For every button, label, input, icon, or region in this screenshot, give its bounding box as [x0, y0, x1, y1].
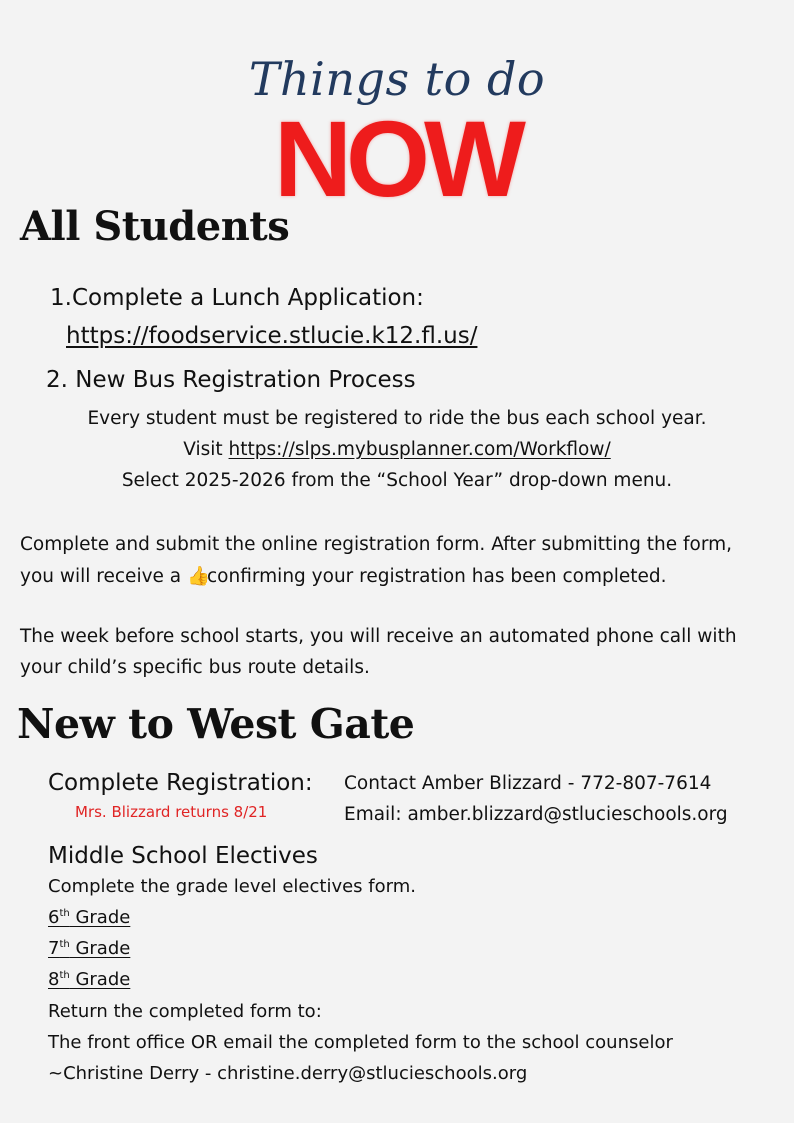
registration-para-line-1: Complete and submit the online registration form. After submitting the form,	[20, 534, 733, 555]
electives-heading: Middle School Electives	[48, 843, 318, 869]
contact-line: Contact Amber Blizzard - 772-807-7614	[344, 773, 712, 794]
para-text: you will receive a	[20, 566, 188, 587]
lunch-item	[50, 285, 424, 311]
email-line: Email: amber.blizzard@stlucieschools.org	[344, 804, 728, 825]
lunch-item-number: 1.	[50, 285, 72, 311]
electives-text: Complete the grade level electives form.	[48, 876, 416, 897]
grade-num: 6	[48, 907, 60, 928]
grade-7-link[interactable]	[48, 938, 130, 959]
bus-line-3: Select 2025-2026 from the “School Year” drop-down menu.	[121, 470, 673, 491]
title-now: NOW	[274, 98, 520, 219]
title-line-1: Things to do	[248, 52, 546, 106]
new-to-west-gate-heading: New to West Gate	[17, 700, 415, 748]
route-para-line-2: your child’s specific bus route details.	[20, 657, 370, 678]
blizzard-return-note: Mrs. Blizzard returns 8/21	[75, 803, 268, 821]
grade-8-link[interactable]	[48, 969, 130, 990]
bus-planner-link[interactable]: https://slps.mybusplanner.com/Workflow/	[228, 439, 611, 460]
grade-sup: th	[59, 970, 70, 981]
bus-line-2	[0, 439, 794, 460]
grade-6-link[interactable]	[48, 907, 130, 928]
bus-item-number: 2.	[46, 367, 68, 393]
bus-visit-text: Visit	[183, 439, 229, 460]
thumbs-up-icon: 👍	[187, 566, 211, 587]
grade-label: Grade	[69, 969, 131, 990]
return-line-2: The front office OR email the completed form to the school counselor	[48, 1032, 673, 1053]
registration-para-line-2	[20, 565, 667, 587]
route-para-line-1: The week before school starts, you will receive an automated phone call with	[20, 626, 737, 647]
lunch-application-link[interactable]: https://foodservice.stlucie.k12.fl.us/	[66, 323, 478, 349]
bus-line-1: Every student must be registered to ride the bus each school year.	[87, 408, 707, 429]
complete-registration-label: Complete Registration:	[48, 770, 313, 796]
grade-sup: th	[59, 908, 70, 919]
grade-label: Grade	[69, 907, 131, 928]
all-students-heading: All Students	[20, 203, 290, 250]
bus-item-label: New Bus Registration Process	[75, 367, 416, 393]
return-line-3: ~Christine Derry - christine.derry@stlucieschools.org	[48, 1063, 528, 1084]
grade-label: Grade	[69, 938, 131, 959]
para-text: confirming your registration has been completed.	[207, 566, 667, 587]
grade-num: 7	[48, 938, 60, 959]
grade-sup: th	[59, 939, 70, 950]
bus-item	[46, 367, 416, 393]
return-line-1: Return the completed form to:	[48, 1001, 322, 1022]
grade-num: 8	[48, 969, 60, 990]
lunch-item-label: Complete a Lunch Application:	[71, 285, 424, 311]
